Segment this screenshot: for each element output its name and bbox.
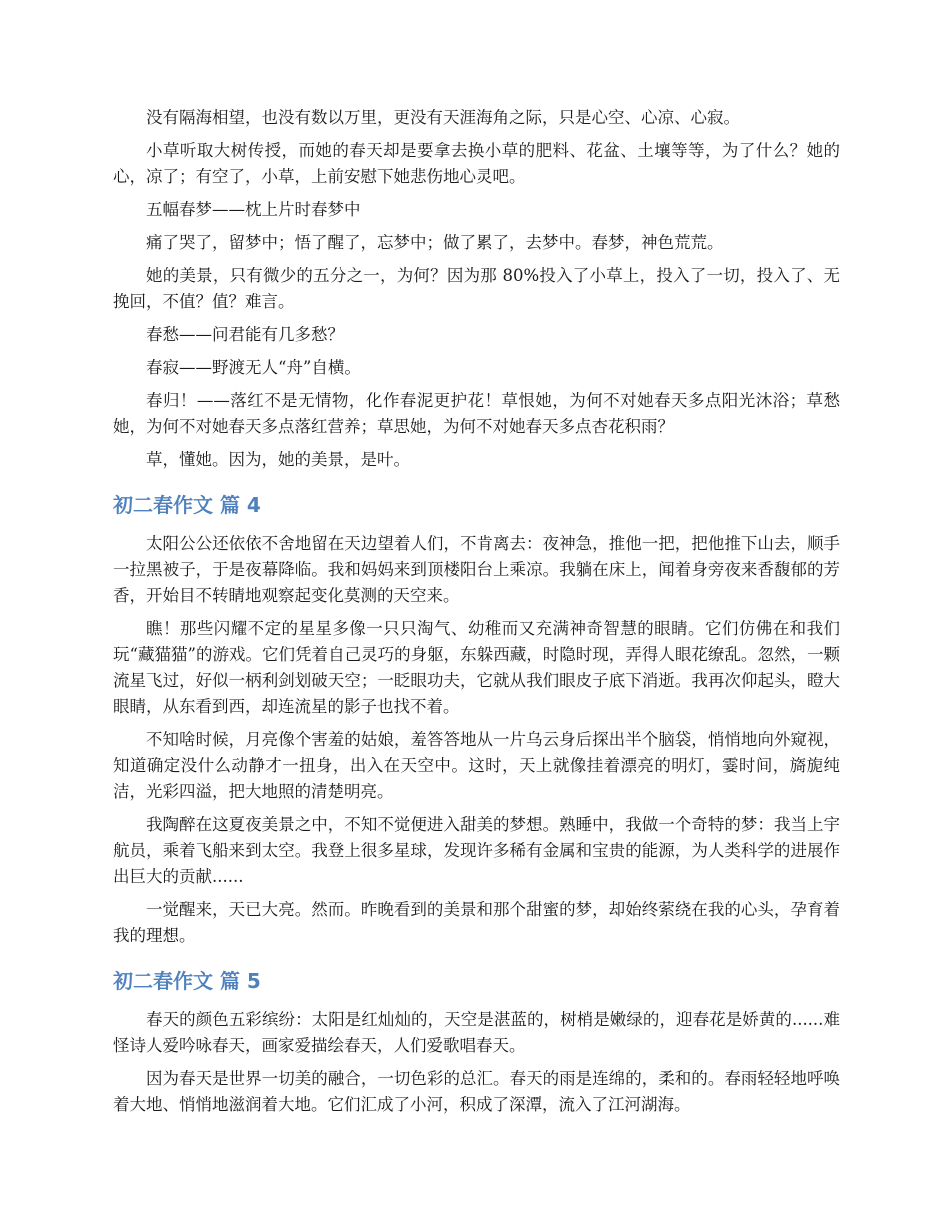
paragraph: 太阳公公还依依不舍地留在天边望着人们，不肯离去：夜神急，推他一把，把他推下山去，顺手一拉黑被子，于是夜幕降临。我和妈妈来到顶楼阳台上乘凉。我躺在床上，闻着身旁夜来香馥郁的芳香，开始目不转睛地观察起变化莫测的天空来。: [113, 534, 840, 605]
paragraph: 我陶醉在这夏夜美景之中，不知不觉便进入甜美的梦想。熟睡中，我做一个奇特的梦：我当上宇航员，乘着飞船来到太空。我登上很多星球，发现许多稀有金属和宝贵的能源，为人类科学的进展作出巨大的贡献......: [113, 815, 840, 886]
section-heading: 初二春作文 篇 4: [113, 493, 261, 517]
paragraph: 五幅春梦——枕上片时春梦中: [146, 200, 361, 219]
paragraph: 小草听取大树传授，而她的春天却是要拿去换小草的肥料、花盆、土壤等等，为了什么？她的心，凉了；有空了，小草，上前安慰下她悲伤地心灵吧。: [113, 141, 840, 186]
paragraph: 没有隔海相望，也没有数以万里，更没有天涯海角之际，只是心空、心凉、心寂。: [146, 108, 740, 127]
paragraph: 瞧！那些闪耀不定的星星多像一只只淘气、幼稚而又充满神奇智慧的眼睛。它们仿佛在和我们玩“藏猫猫”的游戏。它们凭着自己灵巧的身躯，东躲西藏，时隐时现，弄得人眼花缭乱。忽然，一颗流星飞过，好似一柄利剑划破天空；一眨眼功夫，它就从我们眼皮子底下消逝。我再次仰起头，瞪大眼睛，从东看到西，却连流星的影子也找不着。: [113, 619, 840, 716]
paragraph: 春归！——落红不是无情物，化作春泥更护花！草恨她，为何不对她春天多点阳光沐浴；草愁她，为何不对她春天多点落红营养；草思她，为何不对她春天多点杏花积雨？: [113, 391, 840, 436]
paragraph: 她的美景，只有微少的五分之一，为何？因为那 80%投入了小草上，投入了一切，投入了、无挽回，不值？值？难言。: [113, 266, 840, 311]
paragraph: 春寂——野渡无人“舟”自横。: [146, 358, 361, 377]
section-essay-4: [113, 491, 840, 949]
paragraph: 不知啥时候，月亮像个害羞的姑娘，羞答答地从一片乌云身后探出半个脑袋，悄悄地向外窥视，知道确定没什么动静才一扭身，出入在天空中。这时，天上就像挂着漂亮的明灯，霎时间，旖旎纯洁，光彩四溢，把大地照的清楚明亮。: [113, 730, 840, 801]
paragraph: 一觉醒来，天已大亮。然而。昨晚看到的美景和那个甜蜜的梦，却始终萦绕在我的心头，孕育着我的理想。: [113, 900, 840, 945]
paragraph: 草，懂她。因为，她的美景，是叶。: [146, 450, 410, 469]
section-essay-5: [113, 967, 840, 1118]
paragraph: 春愁——问君能有几多愁？: [146, 325, 344, 344]
section-continued: [113, 105, 840, 473]
paragraph: 痛了哭了，留梦中；悟了醒了，忘梦中；做了累了，去梦中。春梦，神色荒荒。: [146, 233, 724, 252]
section-heading: 初二春作文 篇 5: [113, 969, 261, 993]
paragraph: 因为春天是世界一切美的融合，一切色彩的总汇。春天的雨是连绵的，柔和的。春雨轻轻地呼唤着大地、悄悄地滋润着大地。它们汇成了小河，积成了深潭，流入了江河湖海。: [113, 1069, 840, 1114]
document-page: [113, 105, 840, 1125]
paragraph: 春天的颜色五彩缤纷：太阳是红灿灿的，天空是湛蓝的，树梢是嫩绿的，迎春花是娇黄的......难怪诗人爱吟咏春天，画家爱描绘春天，人们爱歌唱春天。: [113, 1010, 840, 1055]
